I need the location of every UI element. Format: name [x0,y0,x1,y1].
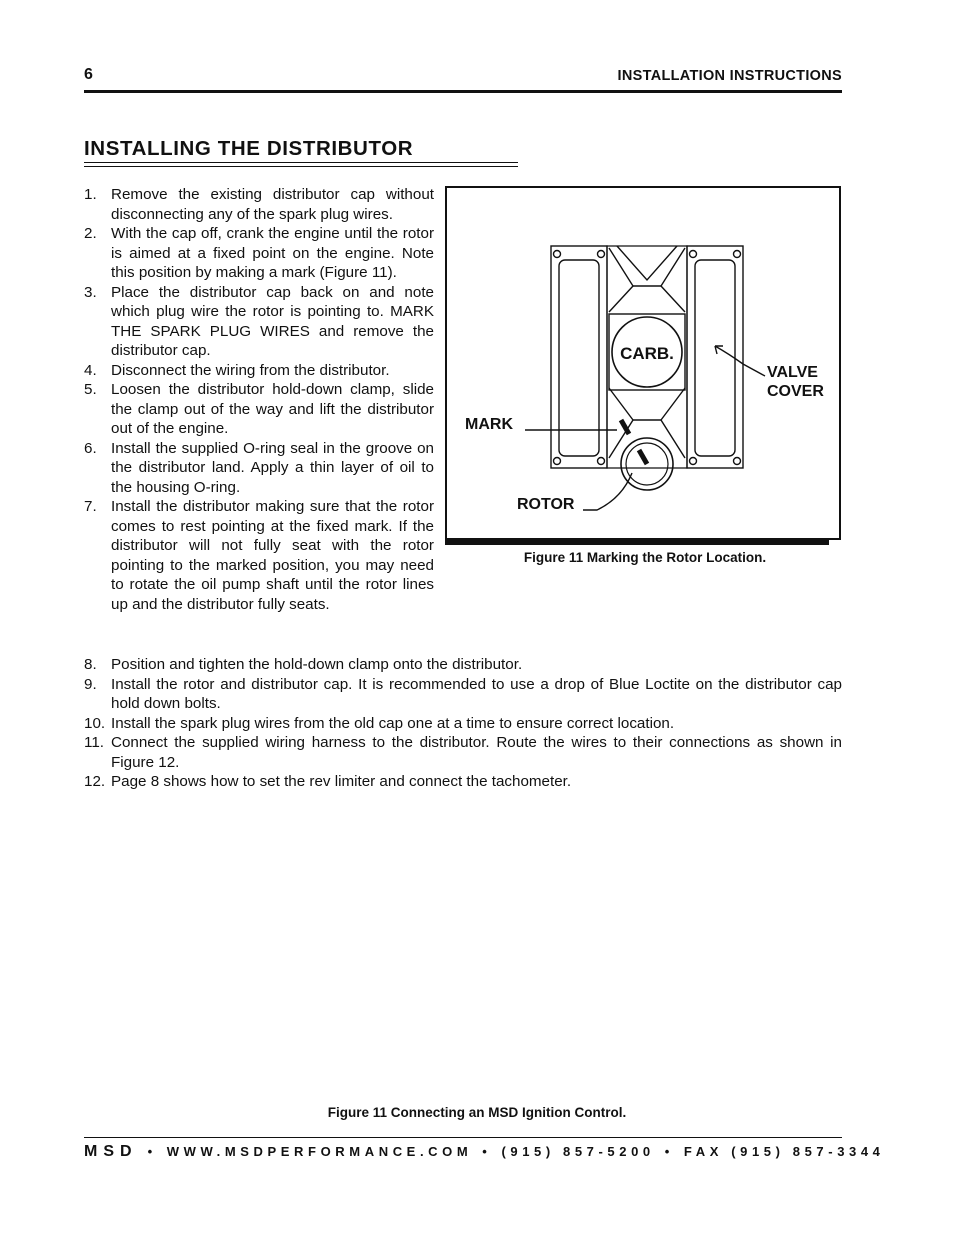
step-text: Remove the existing distributor cap without disconnecting any of the spark plug wires. [111,186,434,223]
footer-phone: (915) 857-5200 [501,1144,655,1159]
footer [84,1143,885,1161]
footer-brand: MSD [84,1143,138,1160]
step-number: 2. [84,225,97,242]
footer-separator: • [147,1144,157,1159]
step-text: Loosen the distributor hold-down clamp, slide the clamp out of the way and lift the distributor out of the engine. [111,381,434,437]
section-title-underline-2 [84,166,518,167]
valve-label: VALVE [767,364,818,381]
footer-website: WWW.MSDPERFORMANCE.COM [166,1144,473,1159]
step-text: Install the rotor and distributor cap. It is recommended to use a drop of Blue Loctite on the distributor cap hold down bolts. [111,675,842,712]
step-number: 1. [84,186,97,203]
step-text: Install the spark plug wires from the old cap one at a time to ensure correct location. [111,714,675,732]
step-number: 8. [84,656,97,673]
list-item [84,185,434,224]
steps-list-column [84,185,434,614]
step-text: Disconnect the wiring from the distributor. [111,361,390,379]
list-item [84,224,434,283]
step-number: 4. [84,361,97,379]
footer-rule [84,1137,842,1138]
footer-separator: • [482,1144,492,1159]
left-valve-cover-inner [559,260,599,456]
step-number: 10. [84,714,106,732]
list-item [84,655,842,675]
list-item [84,380,434,439]
section-title-underline [84,162,518,163]
step-number: 11. [84,734,104,751]
step-text: Connect the supplied wiring harness to the distributor. Route the wires to their connections as shown in Figure 12. [111,734,842,771]
cover-label: COVER [767,383,824,400]
mark-label: MARK [465,416,513,433]
figure-2-caption: Figure 11 Connecting an MSD Ignition Control. [327,1105,627,1120]
step-number: 6. [84,439,97,457]
list-item [84,733,842,772]
header-rule [84,90,842,93]
list-item [84,361,434,381]
step-text: Place the distributor cap back on and note which plug wire the rotor is pointing to. MARK THE SPARK PLUG WIRES and remove the distributor cap. [111,283,434,359]
step-text: Install the supplied O-ring seal in the groove on the distributor land. Apply a thin layer of oil to the housing O-ring. [111,439,434,496]
list-item [84,714,842,734]
list-item [84,772,842,792]
right-valve-cover-inner [695,260,735,456]
figure-11-frame [445,186,841,540]
intake-manifold-diagram [447,188,839,538]
footer-fax: FAX (915) 857-3344 [683,1144,885,1159]
step-text: Position and tighten the hold-down clamp onto the distributor. [111,656,523,673]
step-number: 12. [84,773,106,790]
list-item [84,439,434,498]
figure-caption: Figure 11 Marking the Rotor Location. [523,550,767,565]
step-number: 5. [84,381,97,398]
list-item [84,675,842,714]
header-title: INSTALLATION INSTRUCTIONS [617,68,842,84]
steps-list-full [84,655,842,792]
mark-tick [621,420,629,434]
rotor-label: ROTOR [517,496,575,513]
carb-label: CARB. [620,344,674,363]
step-number: 3. [84,283,97,301]
step-text: Page 8 shows how to set the rev limiter and connect the tachometer. [111,773,572,790]
footer-separator: • [664,1144,674,1159]
valve-cover-leader-line [715,346,765,376]
list-item [84,497,434,614]
page-number: 6 [84,66,93,83]
step-number: 9. [84,675,97,693]
section-title: INSTALLING THE DISTRIBUTOR [84,137,414,160]
step-number: 7. [84,498,97,515]
step-text: With the cap off, crank the engine until the rotor is aimed at a fixed point on the engine. Note this position by making a mark (Figure 11). [111,225,434,281]
list-item [84,283,434,361]
rotor-tick [639,450,647,464]
step-text: Install the distributor making sure that the rotor comes to rest pointing at the fixed mark. If the distributor will not fully seat with the rotor pointing to the marked position, you may need to rotate the oil pump shaft until the rotor lines up and the distributor fully seats. [111,498,434,613]
